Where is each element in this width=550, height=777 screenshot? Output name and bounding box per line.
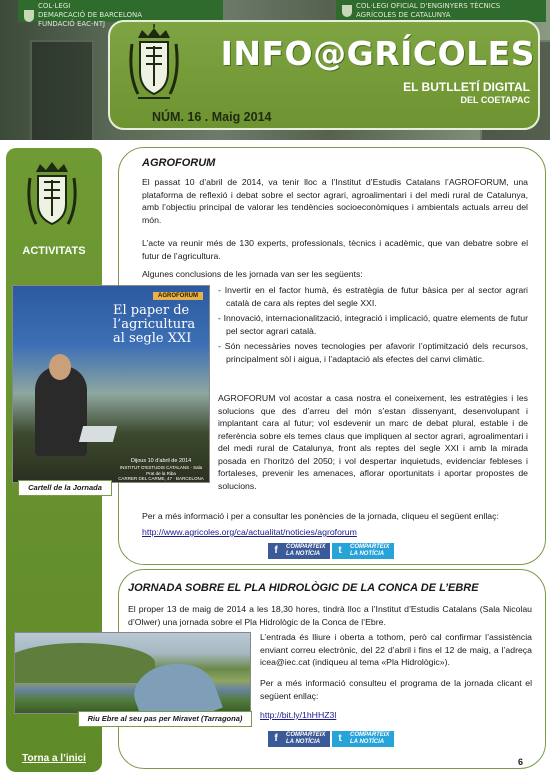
twitter-share-button[interactable]: t COMPARTEIX LA NOTÍCIA (332, 543, 394, 559)
poster-title: El paper de l’agricultura al segle XXI (113, 303, 196, 346)
facebook-share-button[interactable]: f COMPARTEIX LA NOTÍCIA (268, 731, 330, 747)
agroforum-link[interactable]: http://www.agricoles.org/ca/actualitat/noticies/agroforum (142, 527, 357, 537)
twitter-share-button[interactable]: t COMPARTEIX LA NOTÍCIA (332, 731, 394, 747)
event-poster-image (12, 285, 210, 483)
poster-tag: AGROFÒRUM (153, 292, 203, 300)
river-photo (14, 632, 251, 714)
program-link[interactable]: http://bit.ly/1hHHZ3l (260, 710, 337, 720)
article-paragraph: AGROFORUM vol acostar a casa nostra el coneixement, les estratègies i les solucions que des d’arreu del món s’estan dissenyant, desenvolupant i implantant cara al futur; vol esdevenir un marc de debat plural, estable i de referència sobre els temes claus que impliquen al sector agrari, agroalimentari i del medi rural de Catalunya, front als reptes del segle XXI i amb la mirada posada en l’horitzó del 2050; i vol despertar inquietuds, evidenciar febleses i fortaleses, prevenir les amenaces, aflorar oportunitats i aportar propostes de solucions. (218, 393, 528, 491)
article-paragraph: L’acte va reunir més de 130 experts, professionals, tècnics i acadèmic, que van debatre sobre el futur de l’agricultura. (142, 238, 528, 261)
article-paragraph: El passat 10 d’abril de 2014, va tenir lloc a l’Institut d’Estudis Catalans l’AGROFORUM, una plataforma de reflexió i debat sobre el sector agrari, agroalimentari i del medi rural de Catalunya, amb l’objectiu principal de valorar les tendències socioeconòmiques i ambientals actuals arreu del món. (142, 177, 528, 225)
bulletin-subtitle: EL BUTLLETÍ DIGITAL (403, 80, 530, 94)
person-head (49, 354, 71, 380)
article-title: AGROFORUM (142, 157, 216, 169)
back-to-top-link[interactable]: Torna a l’inici (22, 753, 86, 764)
poster-date: Dijous 10 d'abril de 2014 INSTITUT D'ESTUDIS CATALANS · Sala Prat de la Riba CARRER DEL CARME, 47 · BARCELONA (118, 458, 204, 481)
bulletin-title: INFO@GRÍCOLES (220, 34, 535, 73)
facebook-icon: f (274, 545, 278, 556)
section-label: ACTIVITATS (22, 245, 86, 257)
list-item: - Innovació, internacionalització, integració i implicació, quatre elements de futur pel sector agrari català. (218, 313, 528, 336)
college-crest-icon (22, 158, 82, 248)
article-paragraph: Algunes conclusions de les jornada van ser les següents: (142, 269, 363, 279)
article-paragraph: L’entrada és lliure i oberta a tothom, però cal confirmar l’assistència enviant correu electrònic, del 22 d’abril i fins el 12 de maig, a l’adreça icea@iec.cat (indiqueu al tema «Pla Hidrològic»). (260, 632, 532, 667)
college-sign: COL·LEGI OFICIAL D'ENGINYERS TÈCNICS AGRÍCOLES DE CATALUNYA (336, 0, 546, 22)
conclusions-list (218, 284, 528, 368)
laptop (79, 426, 117, 442)
article-title: JORNADA SOBRE EL PLA HIDROLÒGIC DE LA CONCA DE L’EBRE (128, 582, 479, 594)
hill (14, 643, 155, 683)
college-crest-icon (124, 24, 184, 124)
article-paragraph: El proper 13 de maig de 2014 a les 18,30 hores, tindrà lloc a l’Institut d’Estudis Catalans (Sala Nicolau d’Olwer) una jornada sobre el Pla Hidrològic de la Conca de l’Ebre. (128, 604, 532, 627)
facebook-share-button[interactable]: f COMPARTEIX LA NOTÍCIA (268, 543, 330, 559)
list-item: - Són necessàries noves tecnologies per afavorir l’optimització dels recursos, principalment sòl i aigua, i l’adaptació als efectes del canvi climàtic. (218, 341, 528, 364)
building-window (30, 40, 94, 140)
issue-number: NÚM. 16 . Maig 2014 (152, 110, 272, 124)
image-caption: Riu Ebre al seu pas per Miravet (Tarragona) (78, 711, 252, 727)
twitter-icon: t (338, 545, 342, 556)
list-item: - Invertir en el factor humà, és estratègia de futur bàsica per al sector agrari català de cara als reptes del segle XXI. (218, 285, 528, 308)
facebook-icon: f (274, 733, 278, 744)
image-caption: Cartell de la Jornada (18, 480, 112, 496)
page-number: 6 (518, 757, 524, 767)
article-paragraph: Per a més informació consulteu el programa de la jornada clicant el següent enllaç: (260, 678, 532, 701)
twitter-icon: t (338, 733, 342, 744)
article-paragraph: Per a més informació i per a consultar les ponències de la jornada, cliqueu el següent enllaç: (142, 511, 499, 521)
bulletin-publisher: DEL COETAPAC (460, 95, 530, 105)
demarcacio-sign: COL·LEGI DEMARCACIÓ DE BARCELONA FUNDACIÓ EAC-NTJ (18, 0, 223, 22)
